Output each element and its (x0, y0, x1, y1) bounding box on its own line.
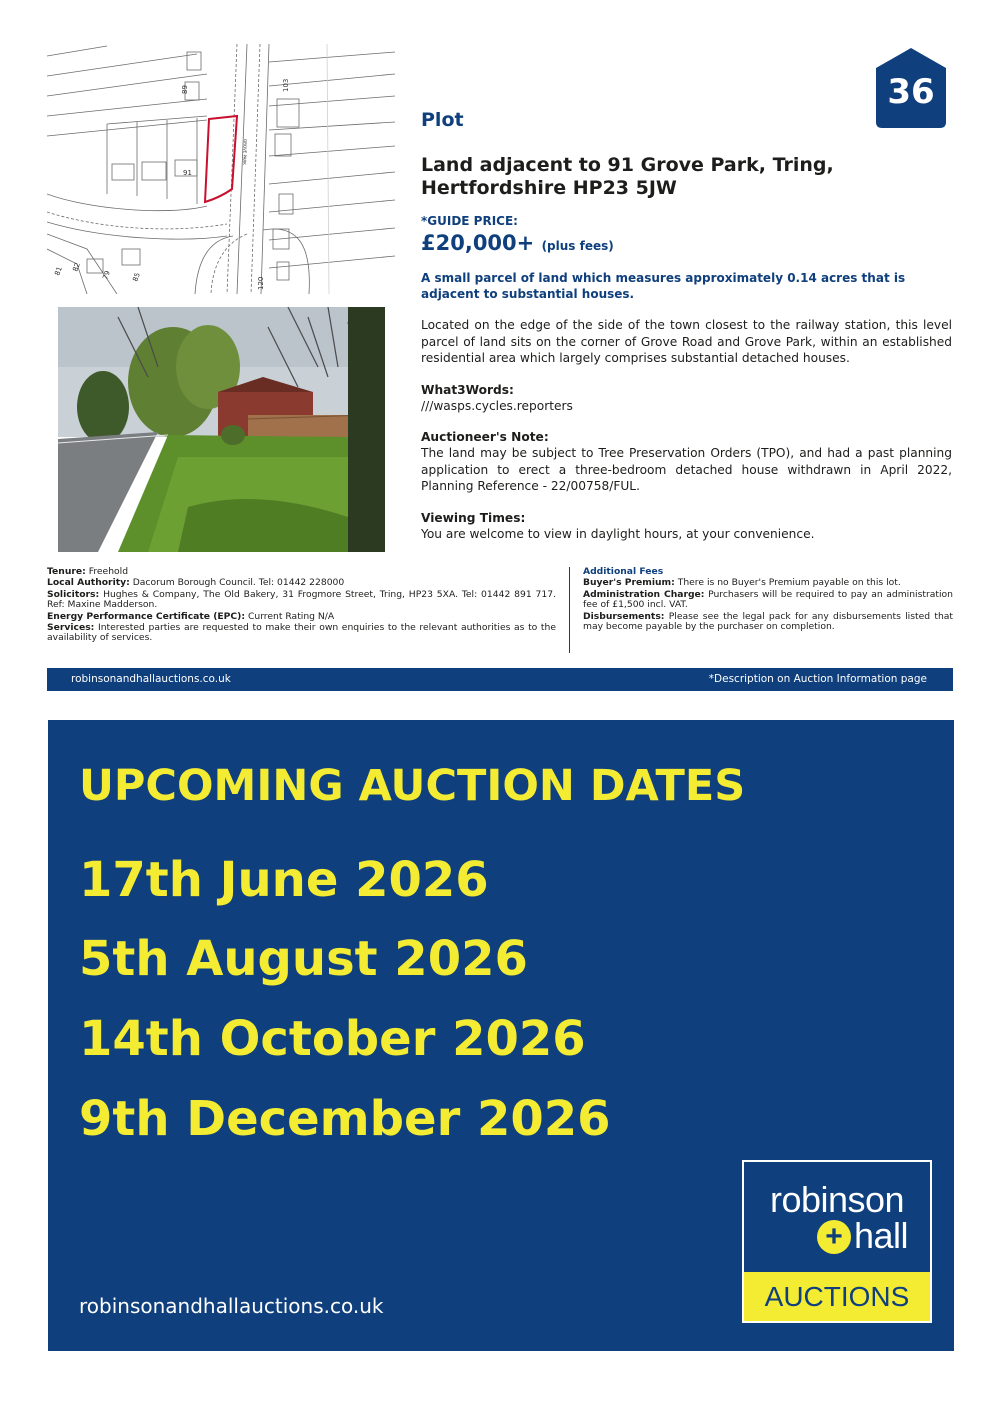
map-label-82: 82 (71, 261, 82, 273)
map-label-81: 81 (53, 265, 64, 277)
auction-date: 17th June 2026 (79, 852, 489, 908)
solicitors-label: Solicitors: (47, 588, 100, 600)
tenure-row (47, 567, 556, 577)
legal-details (47, 567, 556, 645)
map-label-79: 79 (101, 269, 112, 281)
description: Located on the edge of the side of the town closest to the railway station, this level parcel of land sits on the corner of Grove Road and Grove Park, within an established residential area which largely comprises substantial detached houses. (421, 318, 952, 365)
what3words-heading: What3Words: (421, 382, 514, 397)
guide-price-label: *GUIDE PRICE: (421, 214, 518, 228)
epc-value: Current Rating N/A (247, 610, 335, 622)
column-divider (569, 567, 570, 653)
guide-price-suffix: (plus fees) (541, 239, 614, 253)
address-line-2: Hertfordshire HP23 5JW (421, 177, 677, 199)
lot-type: Plot (421, 109, 464, 131)
services-value: Interested parties are requested to make their own enquiries to the relevant authorities as to the availability of services. (47, 622, 557, 644)
location-map (47, 44, 395, 294)
epc-row (47, 612, 556, 622)
lot-number: 36 (887, 72, 935, 112)
lot-details (421, 108, 952, 542)
logo-text-hall: hall (854, 1215, 909, 1256)
viewing-heading: Viewing Times: (421, 510, 526, 525)
logo-auctions-bar: AUCTIONS (744, 1272, 930, 1321)
map-label-120: 120 (257, 276, 265, 290)
buyers-premium-row (583, 578, 953, 588)
map-drawing (47, 44, 395, 294)
disbursements-label: Disbursements: (583, 610, 665, 622)
tenure-label: Tenure: (47, 566, 86, 577)
site-photo (58, 307, 385, 552)
upcoming-auctions-panel (48, 720, 954, 1351)
services-row (47, 623, 556, 644)
plus-icon: + (817, 1220, 851, 1254)
logo-text-robinson: robinson (769, 1179, 905, 1220)
guide-price-value: £20,000+ (421, 231, 535, 255)
map-label-103: 103 (282, 78, 290, 92)
buyers-premium-label: Buyer's Premium: (583, 577, 675, 589)
epc-label: Energy Performance Certificate (EPC): (47, 610, 246, 622)
solicitors-value: Hughes & Company, The Old Bakery, 31 Frogmore Street, Tring, HP23 5XA. Tel: 01442 891 717. Ref: Maxine Madderson. (47, 588, 556, 611)
what3words-value: ///wasps.cycles.reporters (421, 398, 573, 413)
auction-date: 5th August 2026 (79, 931, 528, 987)
disbursements-row (583, 612, 953, 633)
panel-website-link[interactable]: robinsonandhallauctions.co.uk (79, 1294, 384, 1318)
upcoming-title: UPCOMING AUCTION DATES (79, 761, 746, 811)
auctioneer-note: The land may be subject to Tree Preservation Orders (TPO), and had a past planning application to erect a three-bedroom detached house withdrawn in April 2022, Planning Reference - 22/00758/FUL. (421, 446, 952, 493)
auctioneer-note-heading: Auctioneer's Note: (421, 430, 549, 444)
footer-website-link[interactable]: robinsonandhallauctions.co.uk (71, 673, 231, 685)
site-photo-illustration (58, 307, 385, 552)
fees-title: Additional Fees (583, 566, 664, 577)
map-label-91: 91 (183, 169, 192, 177)
additional-fees (583, 567, 953, 633)
map-label-85: 85 (131, 271, 142, 283)
footer-bar (47, 668, 953, 691)
lead-summary: A small parcel of land which measures approximately 0.14 acres that is adjacent to substantial houses. (421, 271, 906, 301)
admin-charge-row (583, 590, 953, 611)
authority-label: Local Authority: (47, 577, 130, 589)
map-label-road: GROVE PARK (242, 138, 248, 165)
solicitors-row (47, 590, 556, 611)
services-label: Services: (47, 622, 95, 634)
tenure-value: Freehold (88, 566, 129, 577)
authority-value: Dacorum Borough Council. Tel: 01442 228000 (132, 577, 345, 589)
footer-note: *Description on Auction Information page (708, 673, 927, 685)
company-logo (742, 1160, 932, 1323)
admin-charge-value: Purchasers will be required to pay an administration fee of £1,500 incl. VAT. (583, 588, 954, 611)
authority-row (47, 578, 556, 588)
address-line-1: Land adjacent to 91 Grove Park, Tring, (421, 154, 834, 176)
guide-price (421, 230, 952, 259)
disbursements-value: Please see the legal pack for any disbursements listed that may become payable by the purchaser on completion. (583, 610, 953, 633)
auction-date: 9th December 2026 (79, 1091, 611, 1147)
buyers-premium-value: There is no Buyer's Premium payable on this lot. (677, 577, 901, 589)
property-address (421, 154, 952, 200)
admin-charge-label: Administration Charge: (583, 588, 705, 600)
auction-date: 14th October 2026 (79, 1011, 586, 1067)
viewing-text: You are welcome to view in daylight hours, at your convenience. (421, 526, 815, 541)
map-label-89: 89 (181, 85, 189, 94)
